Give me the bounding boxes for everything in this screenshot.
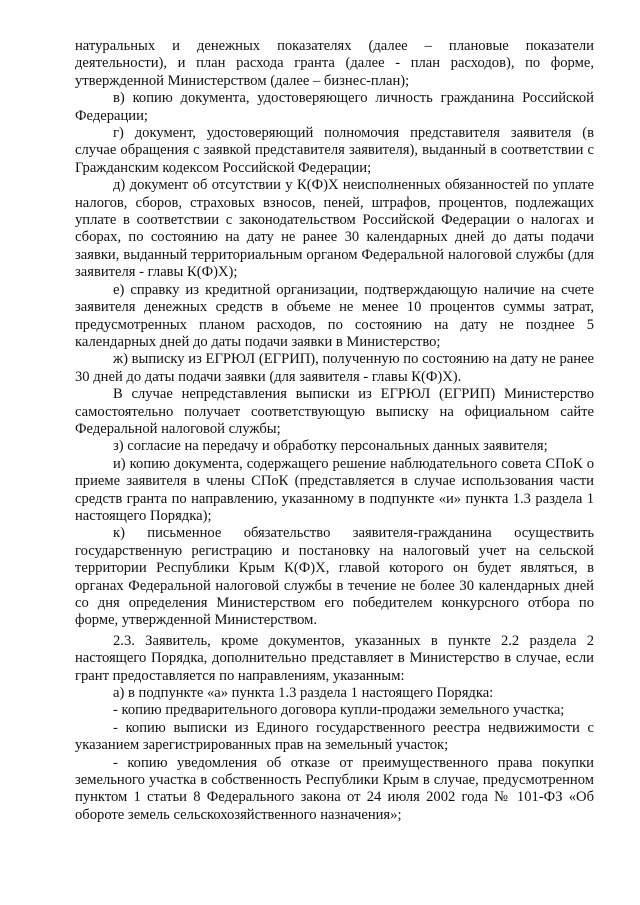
paragraph-dash-contract: - копию предварительного договора купли-продажи земельного участка; (113, 702, 565, 719)
paragraph-section-2-3: 2.3. Заявитель, кроме документов, указанных в пункте 2.2 раздела 2 настоящего Порядка, дополнительно представляет в Министерство в случае, если грант предоставляется по направлениям, указанным: (75, 632, 594, 684)
paragraph-item-zh: ж) выписку из ЕГРЮЛ (ЕГРИП), полученную по состоянию на дату не ранее 30 дней до даты подачи заявки (для заявителя - главы К(Ф)Х). (75, 351, 594, 385)
paragraph-item-d: д) документ об отсутствии у К(Ф)Х неисполненных обязанностей по уплате налогов, сборов, страховых взносов, пеней, штрафов, процентов, подлежащих уплате в соответствии с законодательством Российской Федерации о налогах и сборах, по состоянию на дату не ранее 30 календарных дней до даты подачи заявки, выданный территориальным органом Федеральной налоговой службы (для заявителя - главы К(Ф)Х); (75, 177, 594, 281)
paragraph-dash-registry: - копию выписки из Единого государственного реестра недвижимости с указанием зарегистрированных прав на земельный участок; (75, 719, 594, 754)
paragraph-item-k: к) письменное обязательство заявителя-гражданина осуществить государственную регистрацию и постановку на налоговый учет на сельской территории Республики Крым К(Ф)Х, главой которого он будет являться, в органах Федеральной налоговой службы в течение не более 30 календарных дней со дня определения Министерством его победителем конкурсного отбора по форме, утвержденной Министерством. (75, 525, 594, 629)
paragraph-item-i: и) копию документа, содержащего решение наблюдательного совета СПоК о приеме заявителя в члены СПоК (представляется в случае использования части средств гранта по направлению, указанному в подпункте «и» пункта 1.3 раздела 1 настоящего Порядка); (75, 455, 594, 524)
paragraph-item-z: з) согласие на передачу и обработку персональных данных заявителя; (113, 438, 548, 455)
paragraph-egrul-note: В случае непредставления выписки из ЕГРЮЛ (ЕГРИП) Министерство самостоятельно получает соответствующую выписку на официальном сайте Федеральной налоговой службы; (75, 386, 594, 437)
paragraph-item-g: г) документ, удостоверяющий полномочия представителя заявителя (в случае обращения с заявкой представителя заявителя), выданный в соответствии с Гражданским кодексом Российской Федерации; (75, 125, 594, 176)
paragraph-subitem-a: а) в подпункте «а» пункта 1.3 раздела 1 настоящего Порядка: (113, 685, 494, 702)
paragraph-business-plan: натуральных и денежных показателях (далее – плановые показатели деятельности), и план расхода гранта (далее - план расходов), по форме, утвержденной Министерством (далее – бизнес-план); (75, 38, 594, 89)
paragraph-item-e: е) справку из кредитной организации, подтверждающую наличие на счете заявителя денежных средств в объеме не менее 10 процентов суммы затрат, предусмотренных планом расходов, по состоянию на дату не позднее 5 календарных дней до даты подачи заявки в Министерство; (75, 281, 594, 350)
paragraph-item-v: в) копию документа, удостоверяющего личность гражданина Российской Федерации; (75, 90, 594, 124)
paragraph-dash-notice: - копию уведомления об отказе от преимущественного права покупки земельного участка в собственность Республики Крым в случае, предусмотренном пунктом 1 статьи 8 Федерального закона от 24 июля 2002 года № 101-ФЗ «Об обороте земель сельскохозяйственного назначения»; (75, 754, 594, 823)
